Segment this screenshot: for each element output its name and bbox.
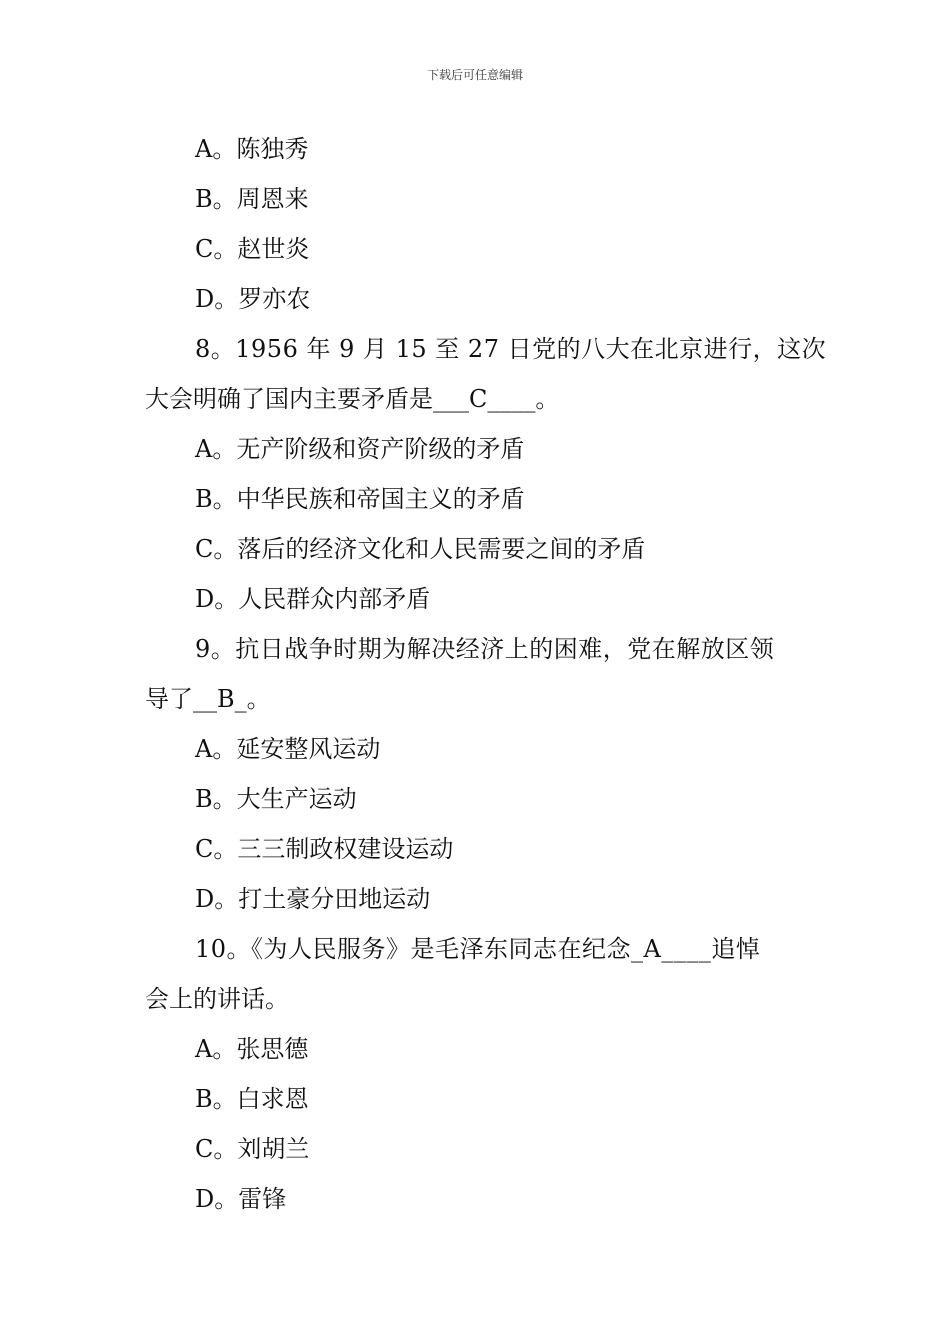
option-line: C。三三制政权建设运动 <box>195 835 454 863</box>
option-line: D。打土豪分田地运动 <box>195 885 431 913</box>
option-line: C。赵世炎 <box>195 235 310 263</box>
document-body <box>145 124 825 1224</box>
option-line: C。落后的经济文化和人民需要之间的矛盾 <box>195 535 646 563</box>
option-line: B。周恩来 <box>195 185 309 213</box>
question-8-continuation: 大会明确了国内主要矛盾是___C____。 <box>145 385 560 413</box>
option-line: B。白求恩 <box>195 1085 309 1113</box>
option-line: C。刘胡兰 <box>195 1135 310 1163</box>
page-header-note: 下载后可任意编辑 <box>426 68 523 82</box>
option-line: B。中华民族和帝国主义的矛盾 <box>195 485 525 513</box>
question-10-continuation: 会上的讲话。 <box>145 985 289 1013</box>
option-line: A。陈独秀 <box>195 135 309 163</box>
option-line: A。延安整风运动 <box>195 735 381 763</box>
option-line: D。人民群众内部矛盾 <box>195 585 431 613</box>
question-10-text: 10。《为人民服务》是毛泽东同志在纪念_A____追悼 <box>195 935 761 963</box>
option-line: B。大生产运动 <box>195 785 357 813</box>
question-9-text: 9。抗日战争时期为解决经济上的困难，党在解放区领 <box>195 635 775 663</box>
option-line: A。张思德 <box>195 1035 309 1063</box>
question-9-continuation: 导了__B_。 <box>145 685 271 713</box>
question-8-text: 8。1956 年 9 月 15 至 27 日党的八大在北京进行，这次 <box>195 335 827 363</box>
option-line: D。罗亦农 <box>195 285 311 313</box>
option-line: A。无产阶级和资产阶级的矛盾 <box>195 435 525 463</box>
option-line: D。雷锋 <box>195 1185 287 1213</box>
